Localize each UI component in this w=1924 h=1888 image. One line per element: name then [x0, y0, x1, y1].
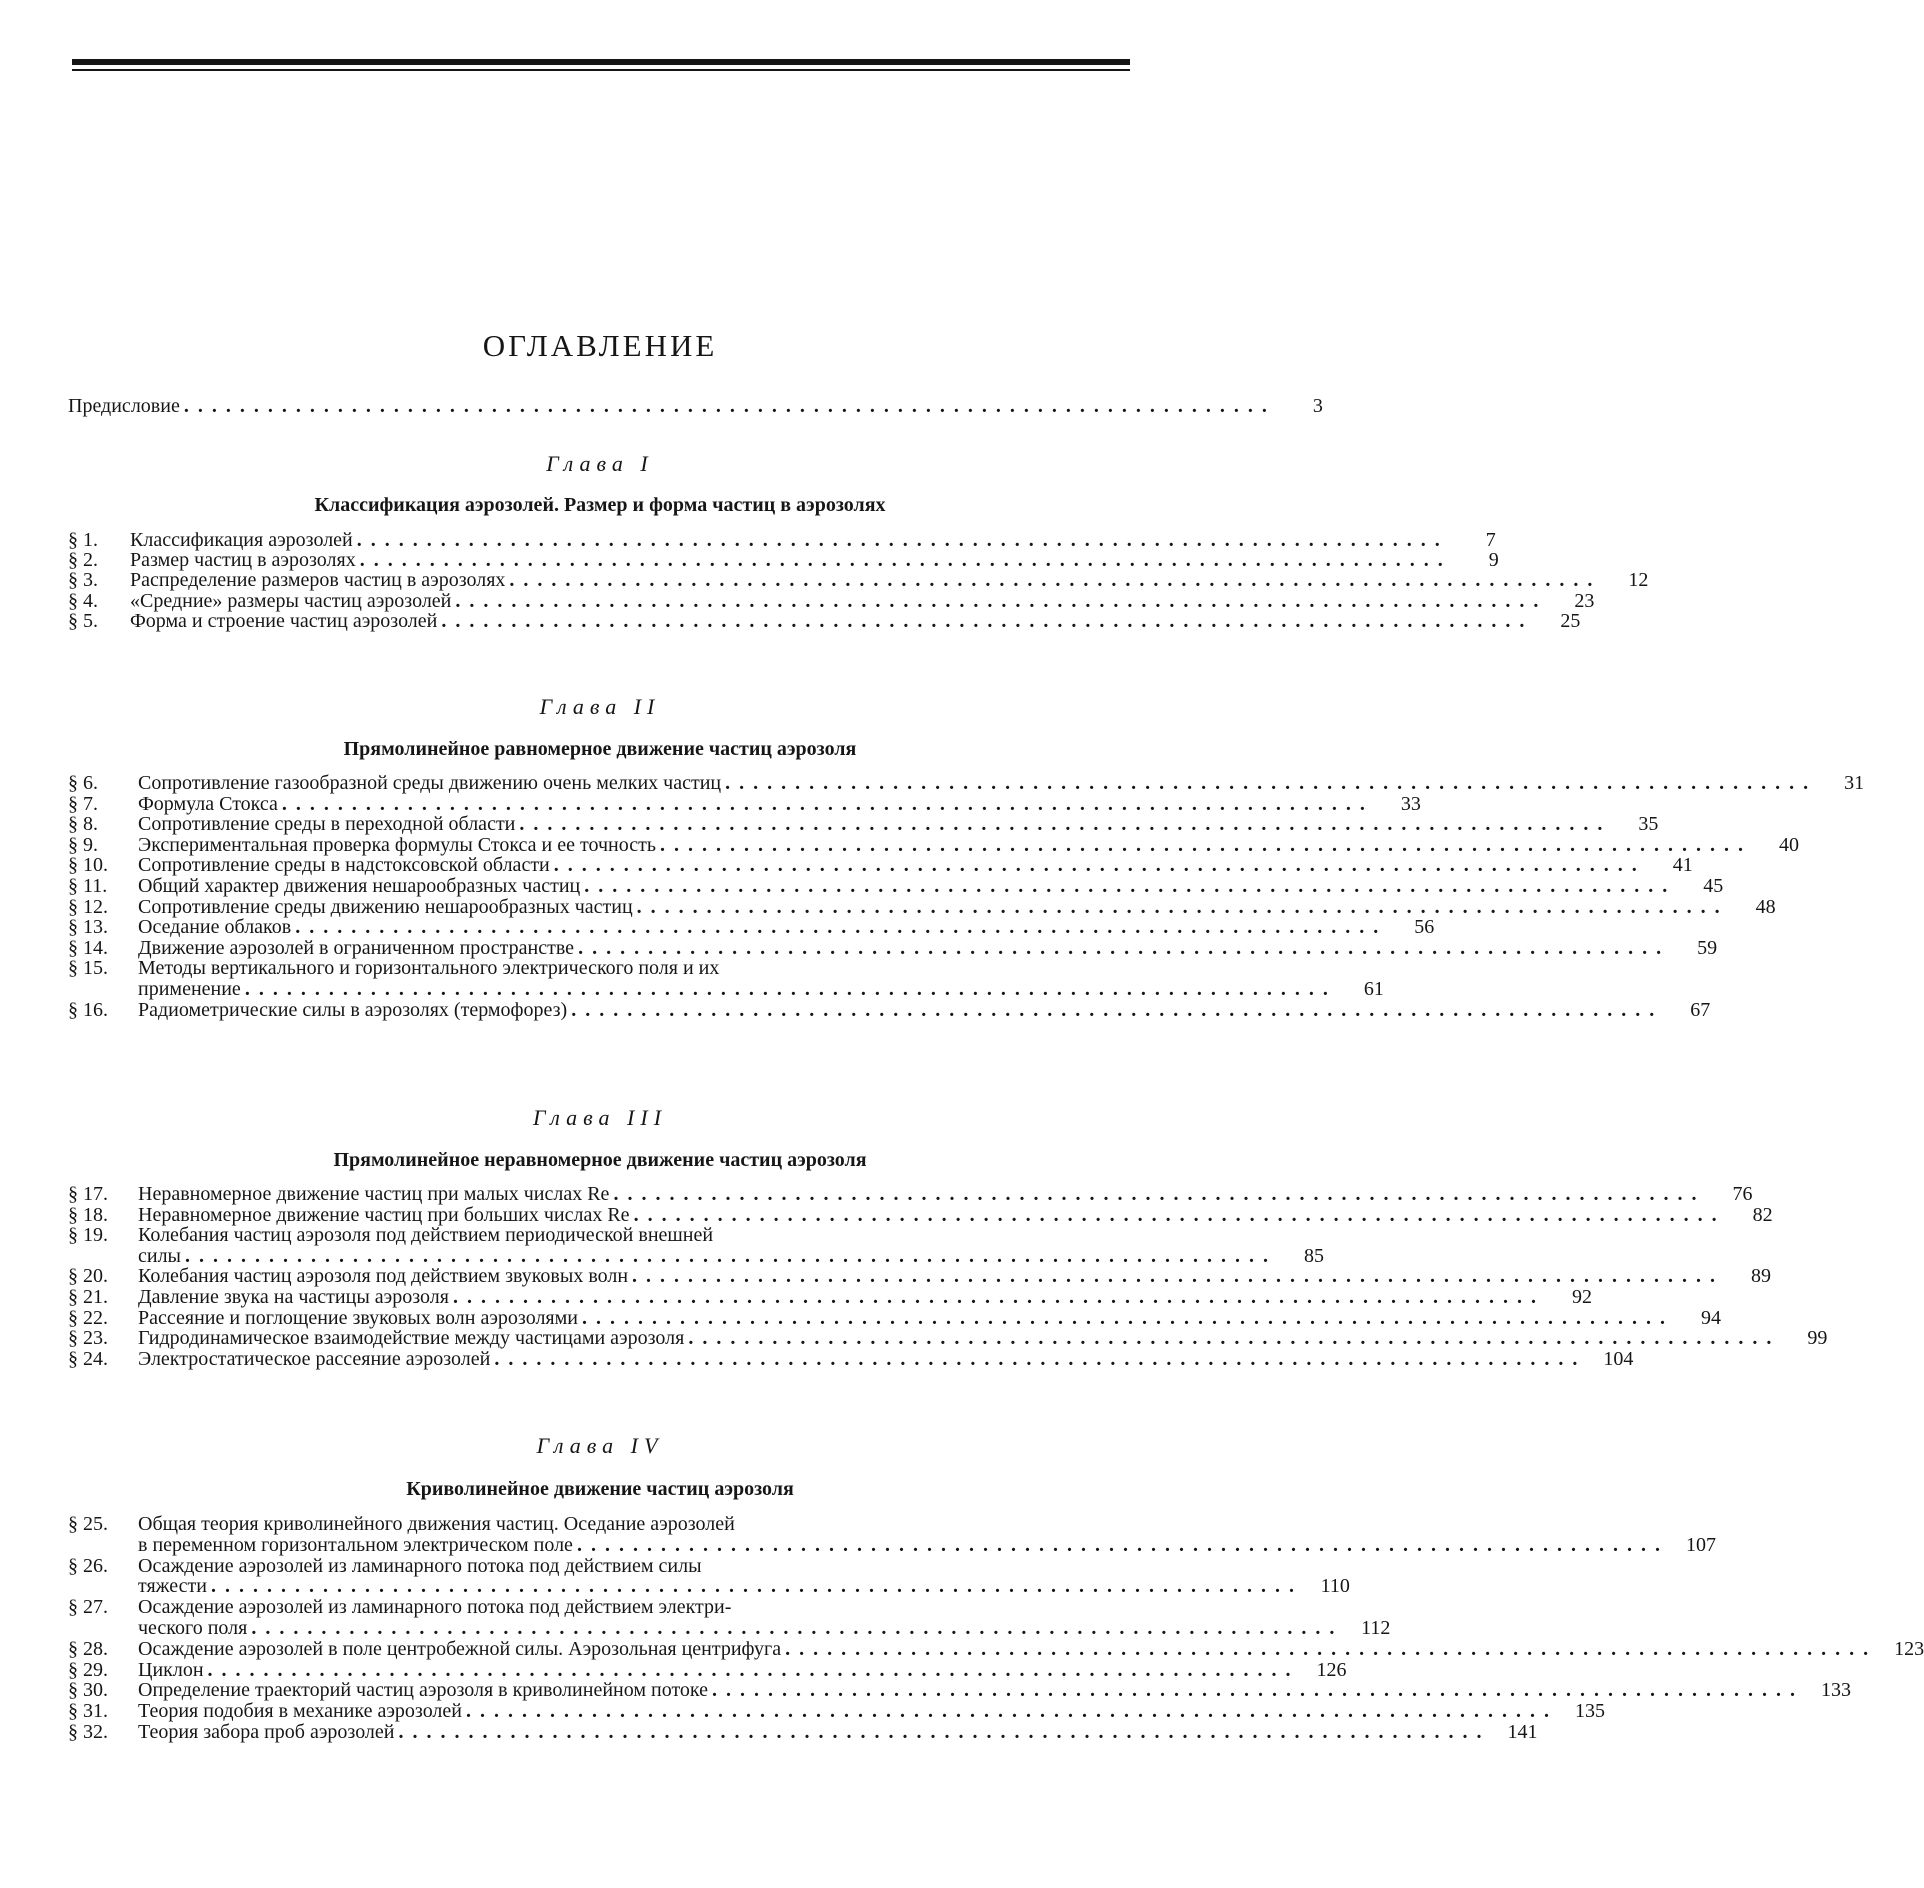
entry-text: Осаждение аэрозолей из ламинарного потока под действием силы: [138, 1554, 702, 1577]
leader-dots: . . . . . . . . . . . . . . . . . . . . . . . . . . . . . . . . . . . . . . . . . . . . . . . . . . . . . . . . . . . . . . . . . . . . . . . . . . . . . .: [244, 978, 1330, 1000]
entry-text: Оседание облаков: [138, 916, 292, 939]
toc-entry: [68, 1721, 1538, 1743]
section-number: § 31.: [68, 1700, 108, 1723]
toc-entry: [68, 529, 1496, 551]
leader-dots: . . . . . . . . . . . . . . . . . . . . . . . . . . . . . . . . . . . . . . . . . . . . . . . . . . . . . . . . . . . . . . . . . . . . . . . . . . . . . .: [785, 1637, 1871, 1660]
page-number: 33: [1400, 792, 1421, 815]
section-number: § 3.: [68, 569, 98, 592]
section-number: § 13.: [68, 916, 108, 939]
section-number: § 10.: [68, 854, 108, 877]
leader-dots: . . . . . . . . . . . . . . . . . . . . . . . . . . . . . . . . . . . . . . . . . . . . . . . . . . . . . . . . . . . . . . . . . . . . . . . . . . . . . .: [578, 936, 1664, 959]
section-number: § 9.: [68, 833, 98, 856]
entry-text: Сопротивление среды в надстоксовской области: [138, 854, 550, 877]
section-number: § 14.: [68, 936, 108, 959]
page-number: 82: [1752, 1203, 1773, 1226]
leader-dots: . . . . . . . . . . . . . . . . . . . . . . . . . . . . . . . . . . . . . . . . . . . . . . . . . . . . . . . . . . . . . . . . . . . . . . . . . . . . . .: [633, 1203, 1719, 1226]
section-number: § 7.: [68, 792, 98, 815]
toc-entry-continuation: [138, 1533, 1716, 1556]
section-number: § 32.: [68, 1721, 108, 1743]
entry-text: Электростатическое рассеяние аэрозолей: [138, 1347, 491, 1370]
entry-text: Классификация аэрозолей: [130, 529, 353, 551]
page-number: 99: [1807, 1327, 1828, 1350]
section-number: § 5.: [68, 609, 98, 632]
leader-dots: . . . . . . . . . . . . . . . . . . . . . . . . . . . . . . . . . . . . . . . . . . . . . . . . . . . . . . . . . . . . . . . . . . . . . . . . . . . . . .: [725, 772, 1811, 794]
toc-entry: [68, 916, 1435, 939]
entry-text: в переменном горизонтальном электрическом поле: [138, 1533, 573, 1556]
entry-text: Формула Стокса: [138, 792, 278, 815]
section-number: § 26.: [68, 1554, 108, 1577]
leader-dots: . . . . . . . . . . . . . . . . . . . . . . . . . . . . . . . . . . . . . . . . . . . . . . . . . . . . . . . . . . . . . . . . . . . . . . . . . . . . . .: [210, 1575, 1296, 1598]
page-number: 31: [1844, 772, 1865, 794]
section-number: § 21.: [68, 1286, 108, 1308]
chapter-title: Классификация аэрозолей. Размер и форма частиц в аэрозолях: [314, 494, 886, 516]
page-number: 85: [1304, 1244, 1324, 1267]
page-number: 41: [1672, 854, 1693, 877]
toc-entry: [68, 998, 1711, 1021]
leader-dots: . . . . . . . . . . . . . . . . . . . . . . . . . . . . . . . . . . . . . . . . . . . . . . . . . . . . . . . . . . . . . . . . . . . . . . . . . . . . . .: [251, 1617, 1337, 1639]
entry-text: Рассеяние и поглощение звуковых волн аэрозолями: [138, 1306, 578, 1329]
entry-text: Осаждение аэрозолей из ламинарного потока под действием электри-: [138, 1596, 732, 1619]
page-number: 67: [1690, 998, 1711, 1021]
entry-text: Колебания частиц аэрозоля под действием звуковых волн: [138, 1265, 629, 1288]
toc-entry: [68, 833, 1799, 856]
page-number: 25: [1560, 609, 1581, 632]
chapter-title: Криволинейное движение частиц аэрозоля: [406, 1478, 794, 1500]
section-number: § 25.: [68, 1513, 108, 1535]
entry-text: Радиометрические силы в аэрозолях (термофорез): [138, 998, 568, 1021]
entry-text: «Средние» размеры частиц аэрозолей: [130, 589, 452, 612]
page-number: 12: [1628, 569, 1649, 592]
leader-dots: . . . . . . . . . . . . . . . . . . . . . . . . . . . . . . . . . . . . . . . . . . . . . . . . . . . . . . . . . . . . . . . . . . . . . . . . . . . . . .: [584, 875, 1670, 897]
page-number: 141: [1507, 1721, 1538, 1743]
entry-text: Общая теория криволинейного движения частиц. Оседание аэрозолей: [138, 1513, 735, 1535]
preface-entry: [68, 395, 1323, 417]
toc-entry-continuation: [138, 978, 1384, 1000]
leader-dots: . . . . . . . . . . . . . . . . . . . . . . . . . . . . . . . . . . . . . . . . . . . . . . . . . . . . . . . . . . . . . . . . . . . . . . . . . . . . . .: [295, 916, 1381, 939]
leader-dots: . . . . . . . . . . . . . . . . . . . . . . . . . . . . . . . . . . . . . . . . . . . . . . . . . . . . . . . . . . . . . . . . . . . . . . . . . . . . . .: [207, 1658, 1293, 1681]
leader-dots: . . . . . . . . . . . . . . . . . . . . . . . . . . . . . . . . . . . . . . . . . . . . . . . . . . . . . . . . . . . . . . . . . . . . . . . . . . . . . .: [441, 609, 1527, 632]
entry-text: Форма и строение частиц аэрозолей: [130, 609, 438, 632]
section-number: § 11.: [68, 875, 108, 897]
leader-dots: . . . . . . . . . . . . . . . . . . . . . . . . . . . . . . . . . . . . . . . . . . . . . . . . . . . . . . . . . . . . . . . . . . . . . . . . . . . . . .: [185, 1244, 1270, 1267]
section-number: § 16.: [68, 998, 108, 1021]
page-number: 3: [1312, 395, 1323, 417]
leader-dots: . . . . . . . . . . . . . . . . . . . . . . . . . . . . . . . . . . . . . . . . . . . . . . . . . . . . . . . . . . . . . . . . . . . . . . . . . . . . . .: [494, 1347, 1580, 1370]
section-number: § 23.: [68, 1327, 108, 1350]
entry-text: Неравномерное движение частиц при малых числах Re: [138, 1183, 610, 1205]
chapter-title: Прямолинейное неравномерное движение частиц аэрозоля: [333, 1149, 867, 1171]
entry-text: Теория подобия в механике аэрозолей: [138, 1700, 462, 1723]
leader-dots: . . . . . . . . . . . . . . . . . . . . . . . . . . . . . . . . . . . . . . . . . . . . . . . . . . . . . . . . . . . . . . . . . . . . . . . . . . . . . .: [356, 529, 1442, 551]
toc-entry: [68, 1327, 1828, 1350]
toc-entry: [68, 1700, 1605, 1723]
section-number: § 27.: [68, 1596, 108, 1619]
leader-dots: . . . . . . . . . . . . . . . . . . . . . . . . . . . . . . . . . . . . . . . . . . . . . . . . . . . . . . . . . . . . . . . . . . . . . . . . . . . . . .: [452, 1286, 1538, 1308]
leader-dots: . . . . . . . . . . . . . . . . . . . . . . . . . . . . . . . . . . . . . . . . . . . . . . . . . . . . . . . . . . . . . . . . . . . . . . . . . . . . . .: [519, 813, 1605, 836]
page-number: 48: [1755, 895, 1776, 918]
toc-entry: [68, 1658, 1347, 1681]
entry-text: Экспериментальная проверка формулы Стокса и ее точность: [138, 833, 656, 856]
leader-dots: . . . . . . . . . . . . . . . . . . . . . . . . . . . . . . . . . . . . . . . . . . . . . . . . . . . . . . . . . . . . . . . . . . . . . . . . . . . . . .: [636, 895, 1722, 918]
section-number: § 15.: [68, 957, 108, 980]
section-number: § 8.: [68, 813, 98, 836]
page-number: 107: [1685, 1533, 1716, 1556]
section-number: § 4.: [68, 589, 98, 612]
section-number: § 30.: [68, 1679, 108, 1702]
page-number: 35: [1638, 813, 1659, 836]
page-number: 9: [1488, 549, 1499, 572]
entry-text: Сопротивление газообразной среды движению очень мелких частиц: [138, 772, 722, 794]
page-number: 76: [1732, 1183, 1753, 1205]
entry-text: ческого поля: [138, 1617, 248, 1639]
chapter-title: Прямолинейное равномерное движение частиц аэрозоля: [343, 738, 857, 760]
toc-entry-continuation: [138, 1617, 1391, 1639]
leader-dots: . . . . . . . . . . . . . . . . . . . . . . . . . . . . . . . . . . . . . . . . . . . . . . . . . . . . . . . . . . . . . . . . . . . . . . . . . . . . . .: [688, 1327, 1774, 1350]
toc-entry: [68, 1225, 1132, 1245]
section-number: § 2.: [68, 549, 98, 572]
section-number: § 6.: [68, 772, 98, 794]
toc-entry: [68, 792, 1421, 815]
page-number: 94: [1700, 1306, 1721, 1329]
entry-text: Сопротивление среды движению нешарообразных частиц: [138, 895, 633, 918]
page-number: 59: [1697, 936, 1718, 959]
toc-entry: [68, 1183, 1753, 1205]
entry-text: Давление звука на частицы аэрозоля: [138, 1286, 449, 1308]
leader-dots: . . . . . . . . . . . . . . . . . . . . . . . . . . . . . . . . . . . . . . . . . . . . . . . . . . . . . . . . . . . . . . . . . . . . . . . . . . . . . .: [712, 1679, 1798, 1702]
chapter-heading: Глава II: [539, 694, 661, 719]
leader-dots: . . . . . . . . . . . . . . . . . . . . . . . . . . . . . . . . . . . . . . . . . . . . . . . . . . . . . . . . . . . . . . . . . . . . . . . . . . . . . .: [183, 395, 1269, 417]
section-number: § 18.: [68, 1203, 108, 1226]
entry-text: Сопротивление среды в переходной области: [138, 813, 516, 836]
toc-entry: [68, 609, 1581, 632]
leader-dots: . . . . . . . . . . . . . . . . . . . . . . . . . . . . . . . . . . . . . . . . . . . . . . . . . . . . . . . . . . . . . . . . . . . . . . . . . . . . . .: [398, 1721, 1484, 1743]
top-rule-thick: [72, 59, 1130, 65]
page-number: 56: [1414, 916, 1435, 939]
entry-text: Теория забора проб аэрозолей: [138, 1721, 395, 1743]
section-number: § 1.: [68, 529, 98, 551]
toc-entry: [68, 958, 1132, 978]
leader-dots: . . . . . . . . . . . . . . . . . . . . . . . . . . . . . . . . . . . . . . . . . . . . . . . . . . . . . . . . . . . . . . . . . . . . . . . . . . . . . .: [455, 589, 1541, 612]
entry-text: Распределение размеров частиц в аэрозолях: [130, 569, 506, 592]
toc-entry: [68, 1306, 1721, 1329]
entry-text: тяжести: [138, 1575, 207, 1598]
page-number: 40: [1778, 833, 1799, 856]
chapter-heading: Глава III: [532, 1105, 668, 1130]
entry-text: Движение аэрозолей в ограниченном пространстве: [138, 936, 575, 959]
leader-dots: . . . . . . . . . . . . . . . . . . . . . . . . . . . . . . . . . . . . . . . . . . . . . . . . . . . . . . . . . . . . . . . . . . . . . . . . . . . . . .: [632, 1265, 1718, 1288]
leader-dots: . . . . . . . . . . . . . . . . . . . . . . . . . . . . . . . . . . . . . . . . . . . . . . . . . . . . . . . . . . . . . . . . . . . . . . . . . . . . . .: [613, 1183, 1699, 1205]
entry-text: Общий характер движения нешарообразных частиц: [138, 875, 581, 897]
leader-dots: . . . . . . . . . . . . . . . . . . . . . . . . . . . . . . . . . . . . . . . . . . . . . . . . . . . . . . . . . . . . . . . . . . . . . . . . . . . . . .: [465, 1700, 1551, 1723]
page-number: 126: [1316, 1658, 1347, 1681]
leader-dots: . . . . . . . . . . . . . . . . . . . . . . . . . . . . . . . . . . . . . . . . . . . . . . . . . . . . . . . . . . . . . . . . . . . . . . . . . . . . . .: [659, 833, 1745, 856]
toc-entry: [68, 875, 1724, 897]
entry-text: Неравномерное движение частиц при больших числах Re: [138, 1203, 630, 1226]
toc-entry: [68, 772, 1865, 794]
entry-text: применение: [138, 978, 241, 1000]
page-number: 110: [1320, 1575, 1350, 1598]
section-number: § 24.: [68, 1347, 108, 1370]
page-title: ОГЛАВЛЕНИЕ: [482, 328, 718, 363]
toc-entry: [68, 854, 1693, 877]
page-number: 23: [1574, 589, 1595, 612]
page-number: 112: [1361, 1617, 1391, 1639]
entry-text: Циклон: [138, 1658, 204, 1681]
page-number: 89: [1751, 1265, 1772, 1288]
page-number: 45: [1703, 875, 1724, 897]
section-number: § 29.: [68, 1658, 108, 1681]
toc-entry-continuation: [138, 1244, 1324, 1267]
toc-entry: [68, 1347, 1634, 1370]
leader-dots: . . . . . . . . . . . . . . . . . . . . . . . . . . . . . . . . . . . . . . . . . . . . . . . . . . . . . . . . . . . . . . . . . . . . . . . . . . . . . .: [553, 854, 1639, 877]
section-number: § 22.: [68, 1306, 108, 1329]
page-number: 135: [1574, 1700, 1605, 1723]
toc-entry: [68, 1203, 1773, 1226]
entry-text: Размер частиц в аэрозолях: [130, 549, 356, 572]
toc-entry: [68, 1597, 1132, 1617]
section-number: § 17.: [68, 1183, 108, 1205]
page-number: 104: [1603, 1347, 1634, 1370]
toc-entry: [68, 1286, 1592, 1308]
toc-entry: [68, 549, 1499, 572]
chapter-heading: Глава I: [546, 451, 654, 476]
entry-text: Методы вертикального и горизонтального электрического поля и их: [138, 957, 720, 980]
toc-entry: [68, 1265, 1772, 1288]
toc-entry: [68, 895, 1776, 918]
section-number: § 20.: [68, 1265, 108, 1288]
entry-text: силы: [138, 1244, 181, 1267]
toc-entry: [68, 1556, 1132, 1576]
top-rule-thin: [72, 69, 1130, 71]
chapter-heading: Глава IV: [536, 1433, 664, 1458]
entry-text: Осаждение аэрозолей в поле центробежной силы. Аэрозольная центрифуга: [138, 1637, 782, 1660]
toc-entry: [68, 569, 1649, 592]
section-number: § 19.: [68, 1224, 108, 1247]
leader-dots: . . . . . . . . . . . . . . . . . . . . . . . . . . . . . . . . . . . . . . . . . . . . . . . . . . . . . . . . . . . . . . . . . . . . . . . . . . . . . .: [281, 792, 1367, 815]
page-number: 123: [1894, 1637, 1924, 1660]
toc-entry: [68, 813, 1659, 836]
leader-dots: . . . . . . . . . . . . . . . . . . . . . . . . . . . . . . . . . . . . . . . . . . . . . . . . . . . . . . . . . . . . . . . . . . . . . . . . . . . . . .: [576, 1533, 1662, 1556]
entry-text: Определение траекторий частиц аэрозоля в криволинейном потоке: [138, 1679, 709, 1702]
section-number: § 28.: [68, 1637, 108, 1660]
toc-entry: [68, 589, 1595, 612]
entry-text: Колебания частиц аэрозоля под действием периодической внешней: [138, 1224, 714, 1247]
entry-text: Предисловие: [68, 395, 180, 417]
leader-dots: . . . . . . . . . . . . . . . . . . . . . . . . . . . . . . . . . . . . . . . . . . . . . . . . . . . . . . . . . . . . . . . . . . . . . . . . . . . . . .: [359, 549, 1445, 572]
page-number: 92: [1571, 1286, 1592, 1308]
toc-entry: [68, 1679, 1852, 1702]
leader-dots: . . . . . . . . . . . . . . . . . . . . . . . . . . . . . . . . . . . . . . . . . . . . . . . . . . . . . . . . . . . . . . . . . . . . . . . . . . . . . .: [581, 1306, 1667, 1329]
leader-dots: . . . . . . . . . . . . . . . . . . . . . . . . . . . . . . . . . . . . . . . . . . . . . . . . . . . . . . . . . . . . . . . . . . . . . . . . . . . . . .: [571, 998, 1657, 1021]
entry-text: Гидродинамическое взаимодействие между частицами аэрозоля: [138, 1327, 685, 1350]
page-number: 7: [1485, 529, 1496, 551]
page-number: 133: [1821, 1679, 1852, 1702]
page-number: 61: [1363, 978, 1384, 1000]
toc-entry: [68, 1514, 1132, 1534]
section-number: § 12.: [68, 895, 108, 918]
toc-entry-continuation: [138, 1575, 1350, 1598]
toc-entry: [68, 1637, 1924, 1660]
toc-entry: [68, 936, 1718, 959]
leader-dots: . . . . . . . . . . . . . . . . . . . . . . . . . . . . . . . . . . . . . . . . . . . . . . . . . . . . . . . . . . . . . . . . . . . . . . . . . . . . . .: [509, 569, 1595, 592]
